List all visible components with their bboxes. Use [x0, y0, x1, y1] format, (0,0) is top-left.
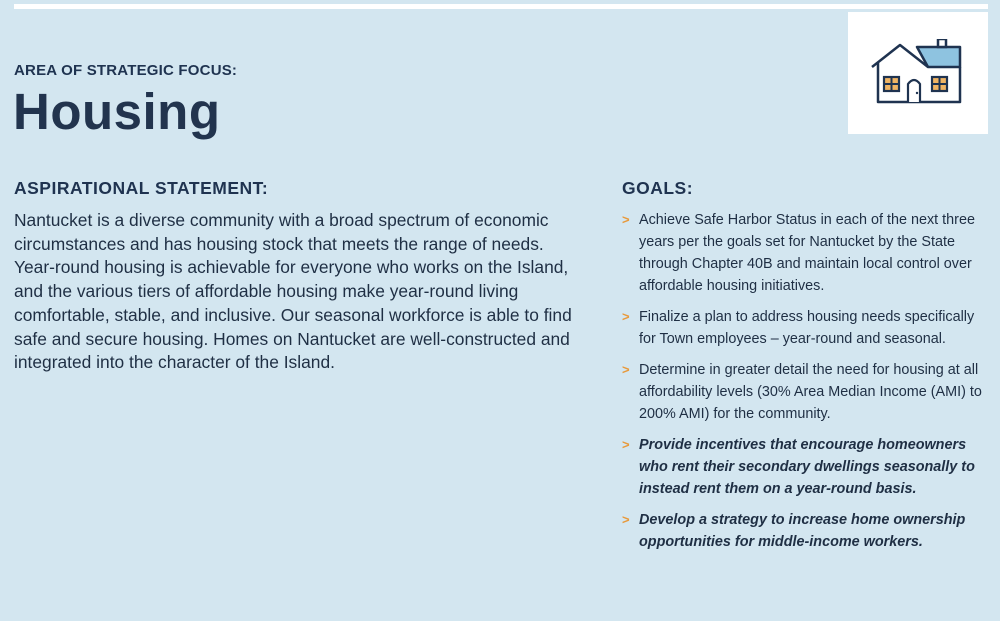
aspirational-statement: Nantucket is a diverse community with a broad spectrum of economic circumstances and has housing stock that meets the range of needs. Year-round housing is achievable for everyone who works on the Island, and the various tiers of affordable housing make year-round living comfortable, stable, and inclusive. Our seasonal workforce is able to find safe and secure housing. Homes on Nantucket are well-constructed and integrated into the character of the Island.	[14, 210, 572, 373]
goals-heading: GOALS:	[622, 178, 694, 198]
chevron-right-icon: >	[622, 512, 630, 527]
goal-item	[622, 306, 992, 350]
goal-text: Develop a strategy to increase home ownership opportunities for middle-income workers.	[639, 512, 966, 550]
house-icon	[868, 39, 968, 107]
goals-list	[622, 209, 992, 562]
chevron-right-icon: >	[622, 437, 630, 452]
page-title: Housing	[13, 83, 221, 140]
chevron-right-icon: >	[622, 212, 630, 227]
aspirational-heading: ASPIRATIONAL STATEMENT:	[14, 178, 269, 198]
goal-item-emphasized	[622, 509, 992, 553]
goal-item-emphasized	[622, 434, 992, 500]
chevron-right-icon: >	[622, 309, 630, 324]
chevron-right-icon: >	[622, 362, 630, 377]
goal-text: Achieve Safe Harbor Status in each of the next three years per the goals set for Nantucket by the State through Chapter 40B and maintain local control over affordable housing initiatives.	[639, 212, 975, 294]
goal-text: Determine in greater detail the need for housing at all affordability levels (30% Area Median Income (AMI) to 200% AMI) for the community.	[639, 362, 982, 422]
goal-text: Finalize a plan to address housing needs specifically for Town employees – year-round and seasonal.	[639, 309, 975, 347]
goal-item	[622, 359, 992, 425]
goal-item	[622, 209, 992, 297]
section-kicker: AREA OF STRATEGIC FOCUS:	[14, 62, 238, 79]
top-divider	[14, 4, 988, 9]
goal-text: Provide incentives that encourage homeowners who rent their secondary dwellings seasonally to instead rent them on a year-round basis.	[639, 437, 975, 497]
house-icon-panel	[848, 12, 988, 134]
